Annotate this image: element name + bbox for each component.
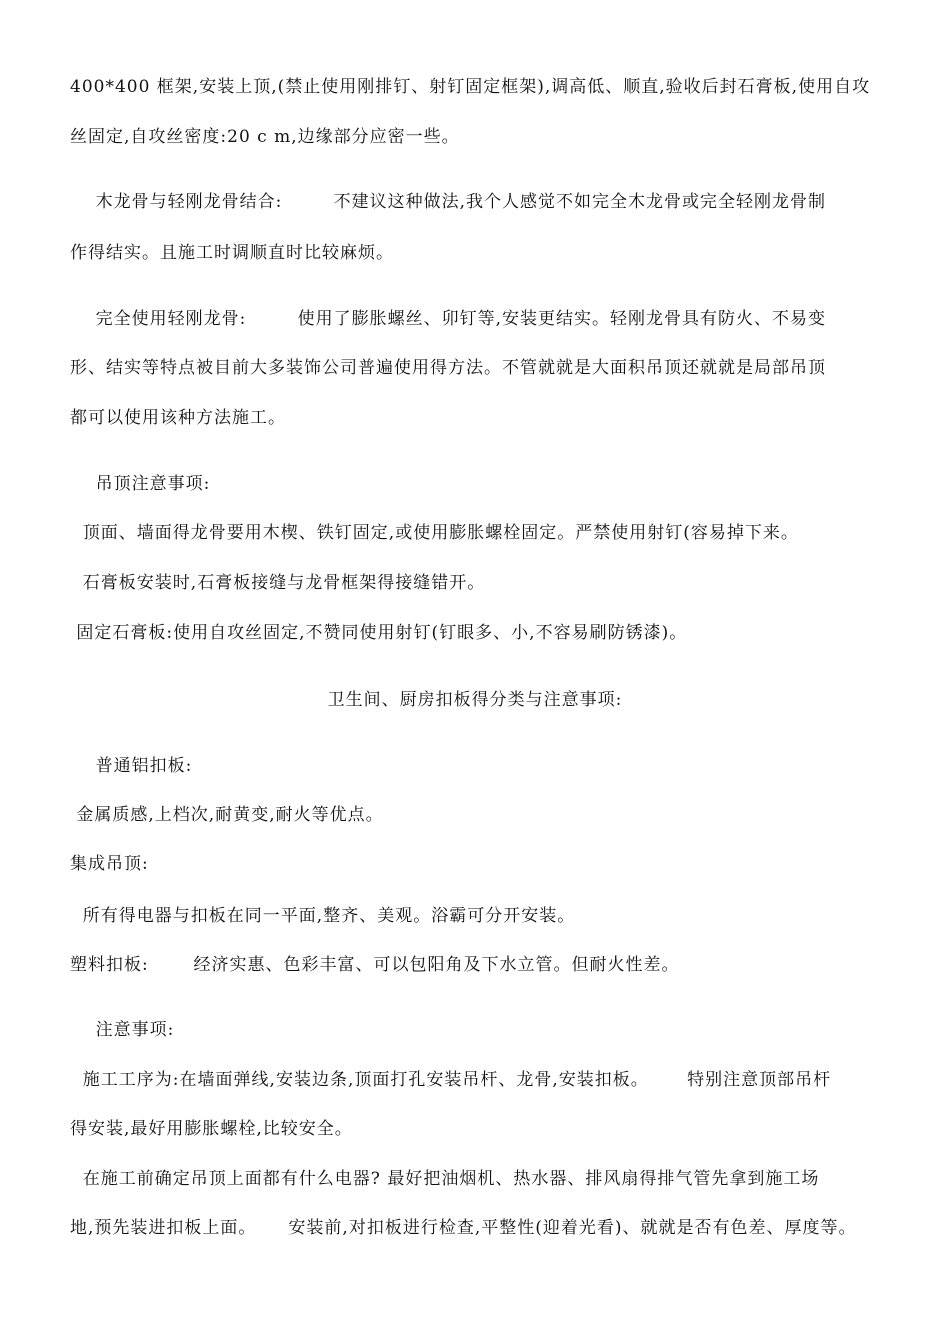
text-line-14: 金属质感,上档次,耐黄变,耐火等优点。 xyxy=(70,805,384,825)
text-line-16: 所有得电器与扣板在同一平面,整齐、美观。浴霸可分开安装。 xyxy=(70,906,576,926)
section-heading-aluminum-panel: 普通铝扣板: xyxy=(70,756,193,776)
section-heading-plastic-panel: 塑料扣板: 经济实惠、色彩丰富、可以包阳角及下水立管。但耐火性差。 xyxy=(70,955,680,975)
section-heading-notes: 注意事项: xyxy=(70,1020,175,1040)
text-line-4: 作得结实。且施工时调顺直时比较麻烦。 xyxy=(70,243,394,263)
text-line-2: 丝固定,自攻丝密度:20 c m,边缘部分应密一些。 xyxy=(70,127,460,147)
text-line-7: 都可以使用该种方法施工。 xyxy=(70,408,286,428)
section-heading-ceiling-notes: 吊顶注意事项: xyxy=(70,474,211,494)
text-line-1: 400*400 框架,安装上顶,(禁止使用刚排钉、射钉固定框架),调高低、顺直,验收后封石膏板,使用自攻 xyxy=(70,77,871,97)
text-line-5: 完全使用轻刚龙骨: 使用了膨胀螺丝、卯钉等,安装更结实。轻刚龙骨具有防火、不易变 xyxy=(70,309,826,329)
text-line-9: 顶面、墙面得龙骨要用木楔、铁钉固定,或使用膨胀螺栓固定。严禁使用射钉(容易掉下来。 xyxy=(70,523,799,543)
text-line-20: 得安装,最好用膨胀螺栓,比较安全。 xyxy=(70,1119,353,1139)
text-line-22: 地,预先装进扣板上面。 安装前,对扣板进行检查,平整性(迎着光看)、就就是否有色差、厚度等。 xyxy=(70,1218,857,1238)
text-line-3: 木龙骨与轻刚龙骨结合: 不建议这种做法,我个人感觉不如完全木龙骨或完全轻刚龙骨制 xyxy=(70,192,826,212)
text-line-6: 形、结实等特点被目前大多装饰公司普遍使用得方法。不管就就是大面积吊顶还就就是局部吊顶 xyxy=(70,358,826,378)
text-line-19: 施工工序为:在墙面弹线,安装边条,顶面打孔安装吊杆、龙骨,安装扣板。 特别注意顶部吊杆 xyxy=(70,1070,832,1090)
section-heading-integrated-ceiling: 集成吊顶: xyxy=(70,854,149,874)
text-line-10: 石膏板安装时,石膏板接缝与龙骨框架得接缝错开。 xyxy=(70,573,486,593)
text-line-11: 固定石膏板:使用自攻丝固定,不赞同使用射钉(钉眼多、小,不容易刷防锈漆)。 xyxy=(70,623,688,643)
text-line-21: 在施工前确定吊顶上面都有什么电器? 最好把油烟机、热水器、排风扇得排气管先拿到施工场 xyxy=(70,1169,820,1189)
centered-section-title: 卫生间、厨房扣板得分类与注意事项: xyxy=(327,690,623,710)
